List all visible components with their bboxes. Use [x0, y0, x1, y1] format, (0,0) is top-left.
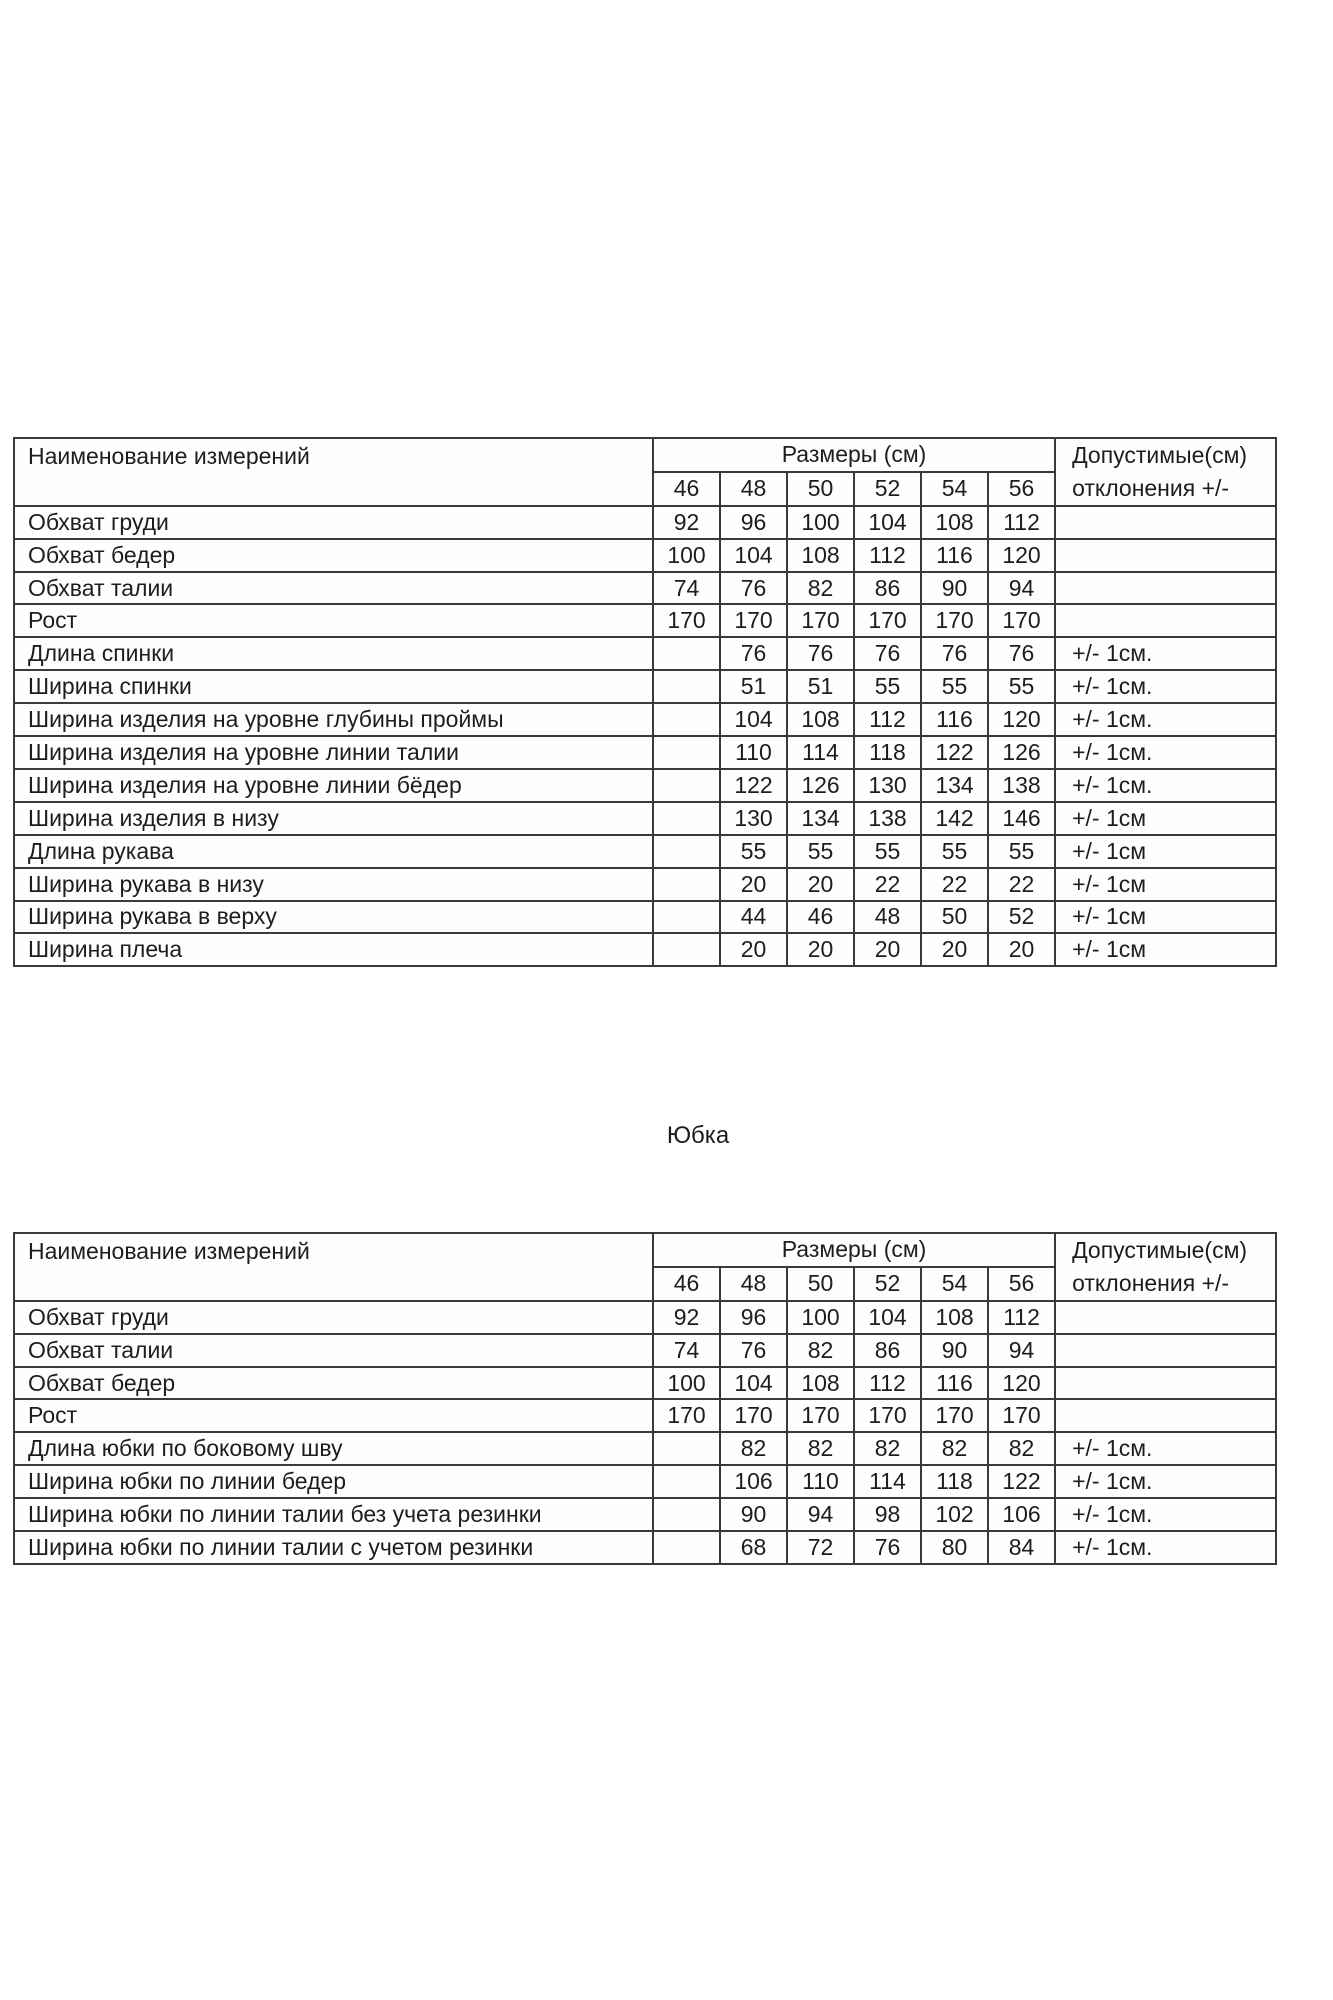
size-value-cell: 55: [787, 835, 854, 868]
measurement-label: Ширина спинки: [14, 670, 653, 703]
table-row: [14, 769, 1276, 802]
measurement-label: Длина юбки по боковому шву: [14, 1432, 653, 1465]
size-value-cell: 82: [787, 1334, 854, 1367]
size-header-cell: 54: [921, 472, 988, 506]
tolerance-cell: [1055, 572, 1276, 605]
size-value-cell: 138: [988, 769, 1055, 802]
table-row: [14, 1465, 1276, 1498]
size-value-cell: 170: [720, 604, 787, 637]
size-value-cell: 142: [921, 802, 988, 835]
size-value-cell: 72: [787, 1531, 854, 1564]
size-value-cell: [653, 637, 720, 670]
size-value-cell: 170: [854, 604, 921, 637]
size-value-cell: 110: [787, 1465, 854, 1498]
size-value-cell: 20: [720, 933, 787, 966]
table-row: [14, 868, 1276, 901]
table-row: [14, 736, 1276, 769]
tolerance-cell: [1055, 1301, 1276, 1334]
size-value-cell: [653, 1465, 720, 1498]
size-value-cell: 104: [720, 703, 787, 736]
size-value-cell: 100: [787, 1301, 854, 1334]
size-value-cell: 120: [988, 703, 1055, 736]
tolerance-cell: +/- 1см.: [1055, 703, 1276, 736]
size-value-cell: 108: [921, 506, 988, 539]
size-value-cell: 76: [854, 1531, 921, 1564]
table-body: [14, 1301, 1276, 1564]
size-value-cell: 50: [921, 901, 988, 934]
size-value-cell: 90: [921, 1334, 988, 1367]
size-value-cell: 74: [653, 1334, 720, 1367]
size-value-cell: [653, 901, 720, 934]
table-row: [14, 1399, 1276, 1432]
size-value-cell: 100: [653, 539, 720, 572]
size-value-cell: 134: [787, 802, 854, 835]
table-row: [14, 637, 1276, 670]
tolerance-cell: +/- 1см: [1055, 868, 1276, 901]
size-value-cell: 146: [988, 802, 1055, 835]
size-value-cell: 114: [787, 736, 854, 769]
size-value-cell: 82: [921, 1432, 988, 1465]
size-value-cell: 170: [921, 604, 988, 637]
size-value-cell: 116: [921, 539, 988, 572]
size-value-cell: 110: [720, 736, 787, 769]
size-value-cell: 76: [720, 637, 787, 670]
table-row: [14, 1432, 1276, 1465]
size-value-cell: 51: [720, 670, 787, 703]
measurement-label: Обхват груди: [14, 1301, 653, 1334]
measurement-label: Ширина юбки по линии бедер: [14, 1465, 653, 1498]
table-row: [14, 802, 1276, 835]
size-value-cell: 82: [988, 1432, 1055, 1465]
table-row: [14, 572, 1276, 605]
size-value-cell: [653, 802, 720, 835]
measurement-label: Ширина рукава в верху: [14, 901, 653, 934]
tolerance-cell: +/- 1см.: [1055, 769, 1276, 802]
size-value-cell: 96: [720, 506, 787, 539]
size-value-cell: 55: [921, 670, 988, 703]
size-header-cell: 46: [653, 1267, 720, 1301]
size-value-cell: 20: [921, 933, 988, 966]
size-header-cell: 56: [988, 472, 1055, 506]
size-header-cell: 50: [787, 472, 854, 506]
tolerance-cell: [1055, 539, 1276, 572]
table-row: [14, 835, 1276, 868]
size-value-cell: 112: [854, 703, 921, 736]
measurements-table-skirt: [13, 1232, 1277, 1565]
size-header-cell: 46: [653, 472, 720, 506]
size-header-cell: 48: [720, 1267, 787, 1301]
table-row: [14, 539, 1276, 572]
header-row-1: [14, 438, 1276, 472]
size-value-cell: 22: [988, 868, 1055, 901]
tolerance-cell: [1055, 1367, 1276, 1400]
measurement-label: Ширина рукава в низу: [14, 868, 653, 901]
measurement-label: Обхват талии: [14, 572, 653, 605]
size-value-cell: 170: [787, 604, 854, 637]
size-value-cell: 114: [854, 1465, 921, 1498]
tolerance-cell: +/- 1см.: [1055, 736, 1276, 769]
measurement-label: Обхват груди: [14, 506, 653, 539]
tolerance-header-line1: Допустимые(см): [1072, 1237, 1248, 1263]
size-value-cell: 55: [988, 835, 1055, 868]
size-header-cell: 54: [921, 1267, 988, 1301]
tolerance-cell: +/- 1см.: [1055, 1498, 1276, 1531]
size-header-cell: 50: [787, 1267, 854, 1301]
size-value-cell: 120: [988, 539, 1055, 572]
tolerance-header-line1: Допустимые(см): [1072, 442, 1248, 468]
table-row: [14, 506, 1276, 539]
size-value-cell: 90: [921, 572, 988, 605]
size-value-cell: 134: [921, 769, 988, 802]
size-value-cell: 86: [854, 1334, 921, 1367]
size-value-cell: 80: [921, 1531, 988, 1564]
measurement-label: Обхват бедер: [14, 539, 653, 572]
tolerance-cell: +/- 1см.: [1055, 637, 1276, 670]
size-value-cell: 108: [787, 539, 854, 572]
size-header-cell: 56: [988, 1267, 1055, 1301]
size-value-cell: [653, 769, 720, 802]
size-value-cell: 94: [988, 1334, 1055, 1367]
size-value-cell: 55: [720, 835, 787, 868]
size-value-cell: 76: [921, 637, 988, 670]
size-value-cell: 130: [720, 802, 787, 835]
measurement-label: Ширина изделия на уровне глубины проймы: [14, 703, 653, 736]
tolerance-header-line2: отклонения +/-: [1072, 1269, 1230, 1296]
size-value-cell: 170: [921, 1399, 988, 1432]
size-value-cell: 94: [988, 572, 1055, 605]
size-value-cell: 84: [988, 1531, 1055, 1564]
tolerance-cell: +/- 1см: [1055, 802, 1276, 835]
size-value-cell: 108: [921, 1301, 988, 1334]
size-value-cell: [653, 868, 720, 901]
table-row: [14, 1301, 1276, 1334]
tolerance-cell: +/- 1см: [1055, 901, 1276, 934]
size-value-cell: 100: [653, 1367, 720, 1400]
size-value-cell: 92: [653, 1301, 720, 1334]
size-value-cell: 120: [988, 1367, 1055, 1400]
table-row: [14, 1531, 1276, 1564]
table-row: [14, 1334, 1276, 1367]
size-value-cell: [653, 1531, 720, 1564]
size-value-cell: 82: [787, 572, 854, 605]
measurement-label: Ширина юбки по линии талии без учета резинки: [14, 1498, 653, 1531]
size-value-cell: 118: [921, 1465, 988, 1498]
size-value-cell: 76: [988, 637, 1055, 670]
size-value-cell: 76: [720, 1334, 787, 1367]
size-value-cell: 122: [921, 736, 988, 769]
table-row: [14, 901, 1276, 934]
size-value-cell: 20: [787, 933, 854, 966]
tolerance-cell: +/- 1см.: [1055, 1465, 1276, 1498]
size-value-cell: 22: [854, 868, 921, 901]
size-value-cell: 108: [787, 703, 854, 736]
size-value-cell: 68: [720, 1531, 787, 1564]
tolerance-cell: [1055, 1399, 1276, 1432]
size-value-cell: 116: [921, 1367, 988, 1400]
size-value-cell: 94: [787, 1498, 854, 1531]
skirt-section-title: Юбка: [666, 1122, 730, 1149]
measurements-table-top: [13, 437, 1277, 967]
tolerance-cell: +/- 1см.: [1055, 1432, 1276, 1465]
size-value-cell: 46: [787, 901, 854, 934]
size-value-cell: 76: [854, 637, 921, 670]
size-value-cell: 74: [653, 572, 720, 605]
size-value-cell: 108: [787, 1367, 854, 1400]
size-value-cell: 55: [854, 835, 921, 868]
size-value-cell: 82: [854, 1432, 921, 1465]
tolerance-cell: [1055, 1334, 1276, 1367]
size-value-cell: [653, 1432, 720, 1465]
size-value-cell: [653, 736, 720, 769]
size-value-cell: 126: [787, 769, 854, 802]
size-value-cell: 122: [988, 1465, 1055, 1498]
tolerance-header-line2: отклонения +/-: [1072, 474, 1230, 501]
size-value-cell: 170: [988, 1399, 1055, 1432]
table-row: [14, 604, 1276, 637]
size-value-cell: 55: [854, 670, 921, 703]
size-value-cell: 112: [988, 506, 1055, 539]
tolerance-cell: +/- 1см: [1055, 835, 1276, 868]
size-value-cell: 104: [720, 539, 787, 572]
size-value-cell: [653, 703, 720, 736]
size-value-cell: 170: [787, 1399, 854, 1432]
size-value-cell: [653, 835, 720, 868]
size-value-cell: 116: [921, 703, 988, 736]
table-body: [14, 506, 1276, 966]
size-value-cell: 112: [854, 539, 921, 572]
table-header: [14, 438, 1276, 506]
size-header-cell: 52: [854, 472, 921, 506]
size-value-cell: 82: [787, 1432, 854, 1465]
size-value-cell: 104: [854, 506, 921, 539]
size-value-cell: 20: [720, 868, 787, 901]
size-value-cell: 51: [787, 670, 854, 703]
measurement-label: Ширина изделия в низу: [14, 802, 653, 835]
measurement-label: Обхват бедер: [14, 1367, 653, 1400]
size-value-cell: 104: [720, 1367, 787, 1400]
measurement-label: Длина спинки: [14, 637, 653, 670]
size-value-cell: 20: [988, 933, 1055, 966]
sizes-header: Размеры (см): [653, 1233, 1055, 1267]
size-value-cell: [653, 1498, 720, 1531]
size-value-cell: 20: [787, 868, 854, 901]
size-value-cell: 22: [921, 868, 988, 901]
tolerance-cell: +/- 1см.: [1055, 1531, 1276, 1564]
size-value-cell: 76: [720, 572, 787, 605]
size-value-cell: 106: [720, 1465, 787, 1498]
sizes-header: Размеры (см): [653, 438, 1055, 472]
size-value-cell: 112: [988, 1301, 1055, 1334]
table-header: [14, 1233, 1276, 1301]
tolerance-column-header: [1055, 1233, 1276, 1301]
size-value-cell: 106: [988, 1498, 1055, 1531]
measurement-label: Рост: [14, 1399, 653, 1432]
table-row: [14, 1367, 1276, 1400]
measurement-label: Ширина юбки по линии талии с учетом резинки: [14, 1531, 653, 1564]
table-row: [14, 933, 1276, 966]
table-row: [14, 1498, 1276, 1531]
tolerance-cell: +/- 1см: [1055, 933, 1276, 966]
size-value-cell: 92: [653, 506, 720, 539]
size-value-cell: [653, 933, 720, 966]
size-value-cell: 170: [854, 1399, 921, 1432]
tolerance-cell: [1055, 604, 1276, 637]
size-value-cell: 48: [854, 901, 921, 934]
size-header-cell: 52: [854, 1267, 921, 1301]
size-value-cell: 170: [720, 1399, 787, 1432]
size-value-cell: 82: [720, 1432, 787, 1465]
measurement-label: Обхват талии: [14, 1334, 653, 1367]
header-row-1: [14, 1233, 1276, 1267]
tolerance-column-header: [1055, 438, 1276, 506]
size-value-cell: 170: [988, 604, 1055, 637]
size-value-cell: 55: [988, 670, 1055, 703]
size-value-cell: 55: [921, 835, 988, 868]
name-column-header: Наименование измерений: [14, 1233, 653, 1301]
size-value-cell: 170: [653, 604, 720, 637]
size-value-cell: 90: [720, 1498, 787, 1531]
size-value-cell: 76: [787, 637, 854, 670]
size-value-cell: 118: [854, 736, 921, 769]
size-value-cell: 96: [720, 1301, 787, 1334]
size-value-cell: 138: [854, 802, 921, 835]
measurement-label: Рост: [14, 604, 653, 637]
size-value-cell: 170: [653, 1399, 720, 1432]
size-value-cell: 126: [988, 736, 1055, 769]
size-value-cell: [653, 670, 720, 703]
size-value-cell: 104: [854, 1301, 921, 1334]
name-column-header: Наименование измерений: [14, 438, 653, 506]
size-value-cell: 102: [921, 1498, 988, 1531]
tolerance-cell: +/- 1см.: [1055, 670, 1276, 703]
size-value-cell: 112: [854, 1367, 921, 1400]
tolerance-cell: [1055, 506, 1276, 539]
measurement-label: Ширина изделия на уровне линии бёдер: [14, 769, 653, 802]
size-value-cell: 44: [720, 901, 787, 934]
size-value-cell: 86: [854, 572, 921, 605]
measurement-label: Длина рукава: [14, 835, 653, 868]
size-value-cell: 100: [787, 506, 854, 539]
size-header-cell: 48: [720, 472, 787, 506]
table-row: [14, 670, 1276, 703]
size-value-cell: 130: [854, 769, 921, 802]
size-value-cell: 20: [854, 933, 921, 966]
table-row: [14, 703, 1276, 736]
size-value-cell: 52: [988, 901, 1055, 934]
size-value-cell: 98: [854, 1498, 921, 1531]
size-value-cell: 122: [720, 769, 787, 802]
measurement-label: Ширина изделия на уровне линии талии: [14, 736, 653, 769]
measurement-label: Ширина плеча: [14, 933, 653, 966]
